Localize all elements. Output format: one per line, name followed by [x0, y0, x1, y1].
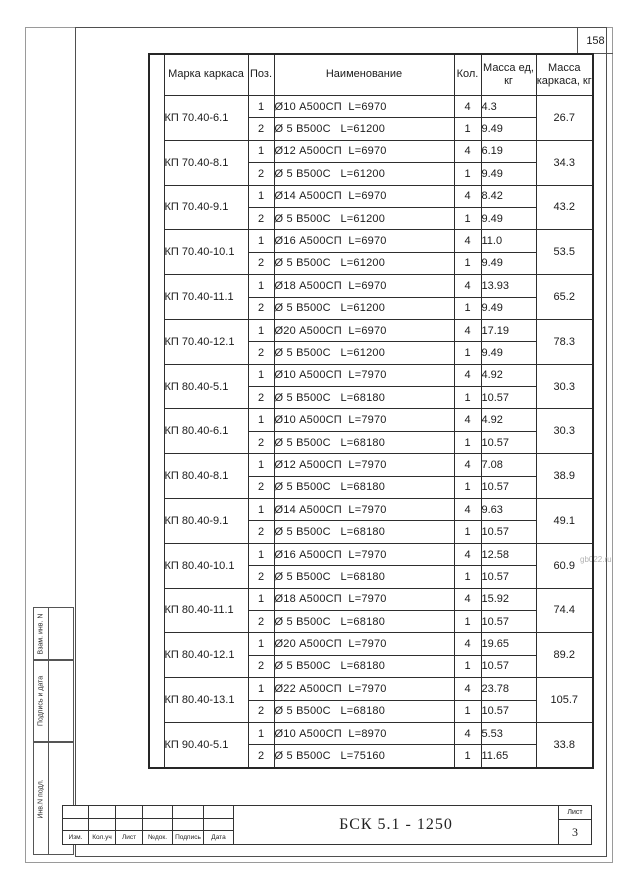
titleblock-label: Изм. [68, 834, 83, 841]
cell-name: Ø 5 В500С L=61200 [274, 297, 454, 319]
cell-name: Ø10 А500СП L=7970 [274, 364, 454, 386]
cell-pos: 1 [248, 678, 274, 700]
cell-frame-mass: 30.3 [536, 364, 593, 409]
cell-mark: КП 80.40-5.1 [164, 364, 248, 409]
titleblock-empty-cell [116, 806, 142, 819]
cell-unit-mass: 9.49 [481, 297, 536, 319]
cell-name: Ø16 А500СП L=7970 [274, 543, 454, 565]
cell-unit-mass: 5.53 [481, 722, 536, 744]
sheet-label: Лист [559, 806, 591, 820]
table-row [149, 543, 593, 565]
cell-frame-mass: 34.3 [536, 140, 593, 185]
cell-frame-mass: 53.5 [536, 230, 593, 275]
titleblock-col-data [204, 806, 234, 844]
cell-frame-mass: 30.3 [536, 409, 593, 454]
stamp-label-vzam: Взам. инв. N [37, 613, 45, 654]
cell-mark: КП 70.40-6.1 [164, 96, 248, 141]
cell-unit-mass: 10.57 [481, 431, 536, 453]
cell-name: Ø14 А500СП L=6970 [274, 185, 454, 207]
cell-frame-mass: 43.2 [536, 185, 593, 230]
cell-pos: 2 [248, 700, 274, 722]
cell-name: Ø 5 В500С L=61200 [274, 252, 454, 274]
table-row [149, 319, 593, 341]
cell-mark: КП 70.40-11.1 [164, 275, 248, 320]
cell-qty: 4 [454, 454, 481, 476]
table-row [149, 454, 593, 476]
cell-frame-mass: 26.7 [536, 96, 593, 141]
table-row [149, 230, 593, 252]
cell-pos: 1 [248, 275, 274, 297]
cell-mark: КП 70.40-10.1 [164, 230, 248, 275]
cell-unit-mass: 9.63 [481, 499, 536, 521]
cell-unit-mass: 19.65 [481, 633, 536, 655]
cell-pos: 1 [248, 722, 274, 744]
cell-name: Ø 5 В500С L=68180 [274, 655, 454, 677]
cell-mark: КП 80.40-6.1 [164, 409, 248, 454]
titleblock-col-podpis [173, 806, 204, 844]
cell-pos: 1 [248, 409, 274, 431]
cell-pos: 1 [248, 454, 274, 476]
cell-unit-mass: 9.49 [481, 252, 536, 274]
cell-pos: 2 [248, 476, 274, 498]
cell-qty: 1 [454, 342, 481, 364]
cell-unit-mass: 9.49 [481, 163, 536, 185]
table-empty-edge-column [149, 54, 164, 768]
cell-name: Ø 5 В500С L=75160 [274, 745, 454, 768]
cell-unit-mass: 10.57 [481, 655, 536, 677]
cell-qty: 1 [454, 118, 481, 140]
titleblock-empty-cell [143, 819, 172, 832]
cell-name: Ø20 А500СП L=6970 [274, 319, 454, 341]
cell-name: Ø10 А500СП L=8970 [274, 722, 454, 744]
cell-qty: 1 [454, 566, 481, 588]
cell-unit-mass: 10.57 [481, 700, 536, 722]
page-number: 158 [586, 34, 605, 47]
cell-mark: КП 70.40-12.1 [164, 319, 248, 364]
cell-qty: 4 [454, 722, 481, 744]
titleblock-empty-cell [89, 819, 115, 832]
titleblock-empty-cell [204, 806, 233, 819]
cell-unit-mass: 4.92 [481, 364, 536, 386]
cell-qty: 4 [454, 543, 481, 565]
cell-pos: 1 [248, 543, 274, 565]
titleblock-empty-cell [204, 819, 233, 832]
titleblock-empty-cell [63, 819, 88, 832]
cell-qty: 4 [454, 96, 481, 118]
cell-mark: КП 80.40-12.1 [164, 633, 248, 678]
cell-qty: 1 [454, 610, 481, 632]
table-row [149, 722, 593, 744]
cell-pos: 2 [248, 610, 274, 632]
cell-name: Ø14 А500СП L=7970 [274, 499, 454, 521]
cell-mark: КП 70.40-9.1 [164, 185, 248, 230]
table-row [149, 140, 593, 162]
cell-pos: 1 [248, 96, 274, 118]
cell-unit-mass: 4.3 [481, 96, 536, 118]
table-row [149, 633, 593, 655]
cell-name: Ø10 А500СП L=6970 [274, 96, 454, 118]
header-pos: Поз. [248, 54, 274, 96]
cell-pos: 2 [248, 655, 274, 677]
cell-unit-mass: 9.49 [481, 118, 536, 140]
cell-pos: 2 [248, 431, 274, 453]
cell-mark: КП 90.40-5.1 [164, 722, 248, 767]
cell-unit-mass: 10.57 [481, 476, 536, 498]
specification-table [148, 53, 594, 769]
cell-frame-mass: 33.8 [536, 722, 593, 767]
header-unit-mass: Масса ед, кг [481, 54, 536, 96]
cell-name: Ø18 А500СП L=7970 [274, 588, 454, 610]
cell-name: Ø12 А500СП L=6970 [274, 140, 454, 162]
cell-name: Ø 5 В500С L=68180 [274, 700, 454, 722]
watermark-text: gb022.ru [580, 555, 612, 564]
cell-qty: 4 [454, 275, 481, 297]
titleblock-empty-cell [173, 819, 203, 832]
cell-pos: 1 [248, 185, 274, 207]
cell-qty: 1 [454, 387, 481, 409]
cell-pos: 1 [248, 588, 274, 610]
cell-pos: 1 [248, 319, 274, 341]
titleblock-label: Дата [211, 834, 226, 841]
title-block [62, 805, 592, 845]
cell-unit-mass: 17.19 [481, 319, 536, 341]
cell-unit-mass: 6.19 [481, 140, 536, 162]
cell-qty: 1 [454, 207, 481, 229]
cell-qty: 4 [454, 364, 481, 386]
cell-name: Ø 5 В500С L=68180 [274, 521, 454, 543]
cell-unit-mass: 10.57 [481, 566, 536, 588]
cell-unit-mass: 11.0 [481, 230, 536, 252]
cell-qty: 4 [454, 588, 481, 610]
cell-qty: 1 [454, 252, 481, 274]
cell-qty: 4 [454, 678, 481, 700]
cell-pos: 1 [248, 364, 274, 386]
stamp-box-podpis [33, 660, 74, 742]
table-row [149, 499, 593, 521]
cell-qty: 4 [454, 319, 481, 341]
stamp-label-podpis: Подпись и дата [37, 675, 45, 727]
cell-qty: 1 [454, 655, 481, 677]
cell-pos: 2 [248, 745, 274, 768]
titleblock-col-list [116, 806, 143, 844]
cell-unit-mass: 8.42 [481, 185, 536, 207]
cell-name: Ø20 А500СП L=7970 [274, 633, 454, 655]
cell-unit-mass: 10.57 [481, 610, 536, 632]
cell-frame-mass: 60.9 [536, 543, 593, 588]
header-mark: Марка каркаса [164, 54, 248, 96]
cell-name: Ø 5 В500С L=61200 [274, 207, 454, 229]
cell-qty: 1 [454, 163, 481, 185]
titleblock-empty-cell [116, 819, 142, 832]
cell-mark: КП 80.40-9.1 [164, 499, 248, 544]
cell-name: Ø 5 В500С L=61200 [274, 342, 454, 364]
cell-qty: 4 [454, 633, 481, 655]
titleblock-col-ndok [143, 806, 173, 844]
cell-pos: 2 [248, 207, 274, 229]
stamp-label-inv: Инв.N подл. [37, 778, 45, 819]
header-frame-mass: Масса каркаса, кг [536, 54, 593, 96]
table-row [149, 364, 593, 386]
cell-unit-mass: 15.92 [481, 588, 536, 610]
cell-name: Ø 5 В500С L=68180 [274, 610, 454, 632]
cell-pos: 2 [248, 387, 274, 409]
cell-name: Ø 5 В500С L=61200 [274, 118, 454, 140]
cell-qty: 1 [454, 521, 481, 543]
table-row [149, 96, 593, 118]
cell-frame-mass: 105.7 [536, 678, 593, 723]
cell-qty: 1 [454, 476, 481, 498]
titleblock-empty-cell [63, 806, 88, 819]
cell-unit-mass: 13.93 [481, 275, 536, 297]
cell-qty: 4 [454, 230, 481, 252]
cell-pos: 1 [248, 230, 274, 252]
cell-qty: 1 [454, 431, 481, 453]
cell-unit-mass: 9.49 [481, 207, 536, 229]
cell-qty: 4 [454, 409, 481, 431]
titleblock-label: Лист [121, 834, 137, 841]
titleblock-label: Кол.уч [92, 834, 112, 841]
cell-name: Ø12 А500СП L=7970 [274, 454, 454, 476]
table-row [149, 678, 593, 700]
cell-frame-mass: 89.2 [536, 633, 593, 678]
table-row [149, 275, 593, 297]
cell-name: Ø 5 В500С L=68180 [274, 566, 454, 588]
cell-pos: 1 [248, 499, 274, 521]
cell-pos: 1 [248, 633, 274, 655]
cell-name: Ø10 А500СП L=7970 [274, 409, 454, 431]
table-row [149, 588, 593, 610]
cell-unit-mass: 10.57 [481, 521, 536, 543]
stamp-box-label-cell [34, 608, 49, 659]
cell-qty: 4 [454, 499, 481, 521]
cell-pos: 2 [248, 342, 274, 364]
cell-unit-mass: 12.58 [481, 543, 536, 565]
cell-name: Ø 5 В500С L=68180 [274, 431, 454, 453]
header-qty: Кол. [454, 54, 481, 96]
table-row [149, 409, 593, 431]
titleblock-empty-cell [143, 806, 172, 819]
cell-frame-mass: 74.4 [536, 588, 593, 633]
cell-pos: 2 [248, 118, 274, 140]
spec-table-body [149, 54, 593, 768]
cell-mark: КП 80.40-10.1 [164, 543, 248, 588]
cell-mark: КП 80.40-11.1 [164, 588, 248, 633]
titleblock-col-izm [63, 806, 89, 844]
cell-unit-mass: 23.78 [481, 678, 536, 700]
titleblock-empty-cell [89, 806, 115, 819]
cell-pos: 2 [248, 252, 274, 274]
cell-frame-mass: 78.3 [536, 319, 593, 364]
cell-qty: 1 [454, 700, 481, 722]
cell-unit-mass: 7.08 [481, 454, 536, 476]
cell-name: Ø 5 В500С L=68180 [274, 476, 454, 498]
titleblock-col-koluch [89, 806, 116, 844]
document-number: БСК 5.1 - 1250 [234, 806, 559, 844]
cell-name: Ø 5 В500С L=68180 [274, 387, 454, 409]
cell-pos: 1 [248, 140, 274, 162]
stamp-box-label-cell [34, 743, 49, 854]
cell-qty: 1 [454, 745, 481, 768]
cell-frame-mass: 65.2 [536, 275, 593, 320]
cell-qty: 4 [454, 140, 481, 162]
cell-pos: 2 [248, 566, 274, 588]
titleblock-empty-cell [173, 806, 203, 819]
cell-unit-mass: 4.92 [481, 409, 536, 431]
cell-unit-mass: 9.49 [481, 342, 536, 364]
cell-unit-mass: 11.65 [481, 745, 536, 768]
cell-name: Ø 5 В500С L=61200 [274, 163, 454, 185]
cell-qty: 1 [454, 297, 481, 319]
sheet-number: 3 [572, 824, 578, 839]
cell-pos: 2 [248, 297, 274, 319]
titleblock-label: №док. [147, 834, 168, 841]
stamp-box-vzam [33, 607, 74, 660]
table-row [149, 185, 593, 207]
stamp-box-label-cell [34, 661, 49, 741]
cell-name: Ø18 А500СП L=6970 [274, 275, 454, 297]
cell-frame-mass: 49.1 [536, 499, 593, 544]
cell-qty: 4 [454, 185, 481, 207]
titleblock-label: Подпись [175, 834, 201, 841]
table-header-row [149, 54, 593, 96]
sheet-cell [559, 806, 591, 844]
cell-pos: 2 [248, 163, 274, 185]
cell-unit-mass: 10.57 [481, 387, 536, 409]
page-number-box [577, 28, 613, 54]
cell-pos: 2 [248, 521, 274, 543]
header-name: Наименование [274, 54, 454, 96]
cell-frame-mass: 38.9 [536, 454, 593, 499]
cell-name: Ø22 А500СП L=7970 [274, 678, 454, 700]
cell-name: Ø16 А500СП L=6970 [274, 230, 454, 252]
cell-mark: КП 80.40-13.1 [164, 678, 248, 723]
cell-mark: КП 80.40-8.1 [164, 454, 248, 499]
cell-mark: КП 70.40-8.1 [164, 140, 248, 185]
